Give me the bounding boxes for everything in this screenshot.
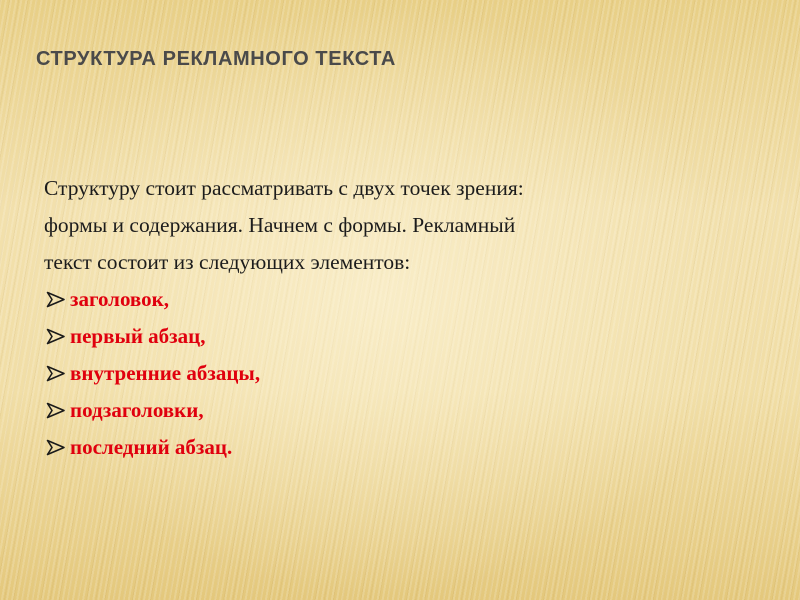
intro-line: формы и содержания. Начнем с формы. Рекламный xyxy=(44,213,516,237)
elements-list xyxy=(44,281,764,466)
list-item xyxy=(44,281,764,318)
list-item-label: последний абзац. xyxy=(70,435,233,459)
arrowhead-bullet-icon xyxy=(46,291,66,308)
list-item-label: заголовок, xyxy=(70,287,169,311)
list-item xyxy=(44,429,764,466)
arrowhead-bullet-icon xyxy=(46,439,66,456)
slide-body xyxy=(44,170,764,466)
arrowhead-bullet-icon xyxy=(46,365,66,382)
intro-line: текст состоит из следующих элементов: xyxy=(44,250,411,274)
list-item-label: подзаголовки, xyxy=(70,398,204,422)
list-item-label: внутренние абзацы, xyxy=(70,361,261,385)
list-item xyxy=(44,355,764,392)
list-item xyxy=(44,392,764,429)
arrowhead-bullet-icon xyxy=(46,328,66,345)
arrowhead-bullet-icon xyxy=(46,402,66,419)
intro-line: Структуру стоит рассматривать с двух точек зрения: xyxy=(44,176,524,200)
list-item-label: первый абзац, xyxy=(70,324,206,348)
intro-paragraph xyxy=(44,170,764,281)
slide-title: СТРУКТУРА РЕКЛАМНОГО ТЕКСТА xyxy=(36,48,396,70)
list-item xyxy=(44,318,764,355)
